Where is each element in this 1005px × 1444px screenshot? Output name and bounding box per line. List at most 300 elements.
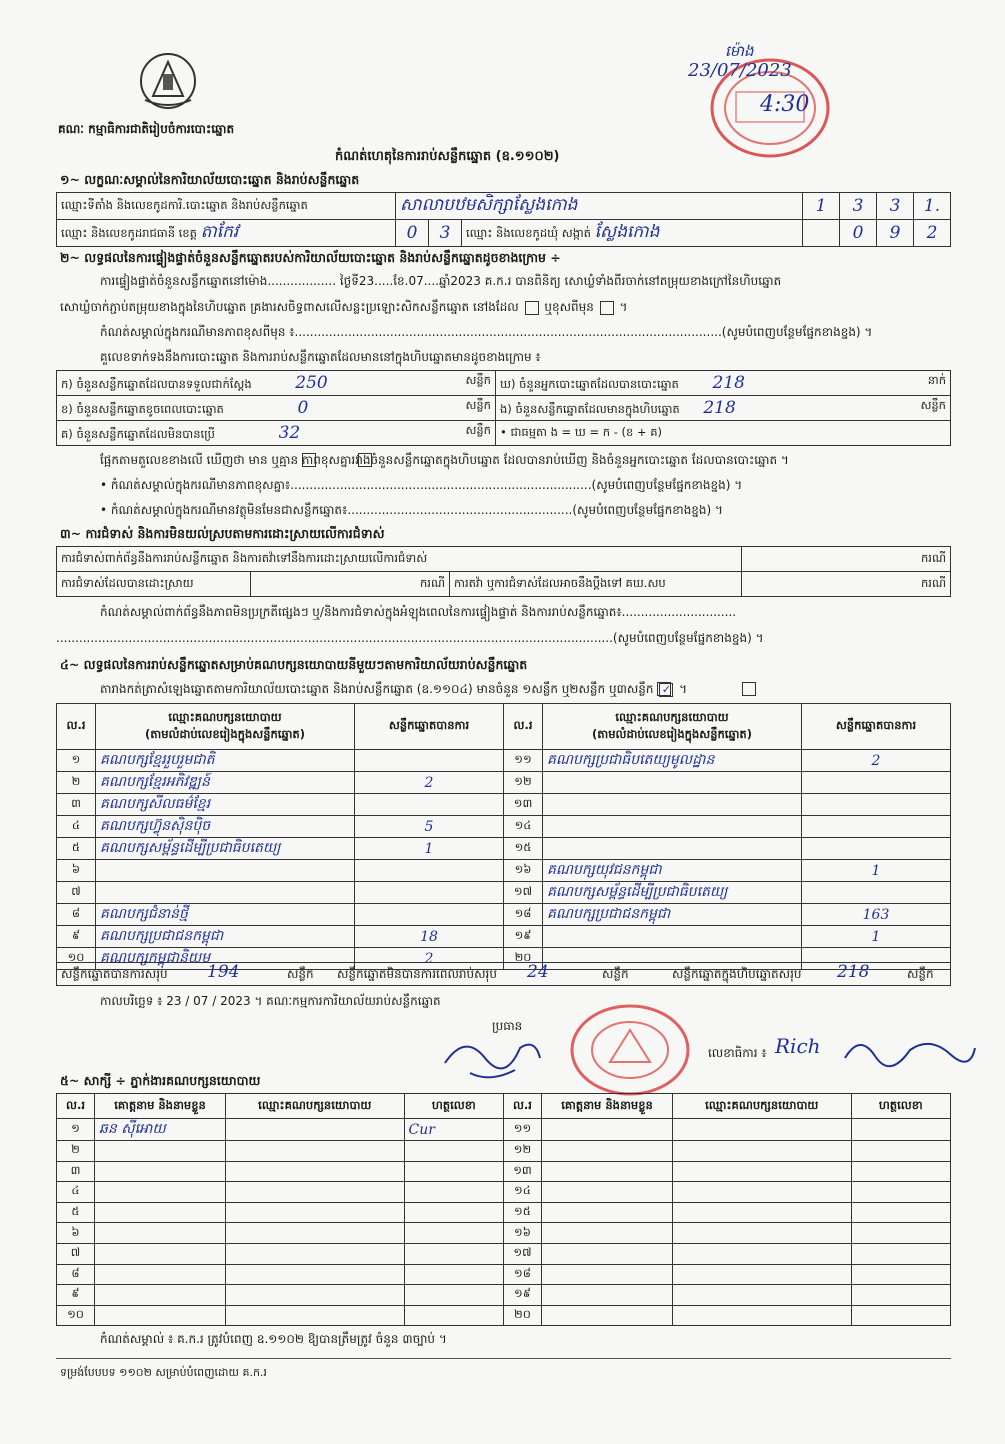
location-code-1: 1 — [803, 193, 840, 220]
witness-party — [226, 1161, 405, 1182]
received-ballots: ក) ចំនួនសន្លឹកឆ្នោតដែលបានទទួលជាក់ស្តែង 250 សន្លឹក — [57, 371, 496, 396]
table-row — [57, 772, 951, 794]
commune-code-0 — [803, 220, 840, 247]
witness-row-no-text: ១៤ — [514, 1183, 531, 1198]
party-row-no-text: ១៥ — [514, 840, 532, 854]
witness-row-no-text: ១៧ — [513, 1245, 532, 1260]
witness-row-no — [503, 1243, 541, 1264]
verify-line-4: គួលេខទាក់ទងនឹងការបោះឆ្នោត និងការរាប់សន្លឹកឆ្នោតដែលមាននៅក្នុងហិបឆ្នោតមានដូចខាងក្រោម ៖ — [100, 350, 541, 364]
party-votes — [802, 926, 951, 948]
witness-name — [95, 1264, 226, 1285]
complaints-row-1-unit: ករណី — [742, 547, 951, 572]
location-code-4: 1. — [914, 193, 951, 220]
party-votes — [802, 860, 951, 882]
witness-name — [541, 1119, 672, 1141]
witness-name — [95, 1285, 226, 1306]
witness-name — [95, 1223, 226, 1244]
party-name-text: គណបក្សប្រជាជនកម្ពុជា — [547, 906, 671, 922]
witness-row-no — [503, 1223, 541, 1244]
witness-row-no-text: ៨ — [71, 1265, 80, 1280]
party-name — [543, 904, 802, 926]
witness-signature — [404, 1141, 503, 1162]
witness-party — [226, 1202, 405, 1223]
witness-row-no-text: ១៦ — [514, 1224, 531, 1239]
party-row-no-text: ១៩ — [514, 928, 532, 942]
witness-name — [541, 1202, 672, 1223]
party-row-no — [504, 860, 543, 882]
witness-party — [226, 1243, 405, 1264]
w-col-no-right: ល.រ — [503, 1094, 541, 1119]
table-row — [57, 1243, 951, 1264]
secretary-label: លេខាធិការ ៖ — [708, 1046, 767, 1060]
difference-line: ផ្អែកតាមតួលេខខាងលើ ឃើញថា មាន ឬគ្មាន ភាពខុសគ្នារវាងចំនួនសន្លឹកឆ្នោតក្នុងហិបឆ្នោត ដែលបានរាប់ឃើញ និងចំនួនអ្នកបោះឆ្នោត ដែលបានបោះឆ្នោត ។ — [100, 453, 789, 467]
table-row — [57, 1285, 951, 1306]
complaints-table — [56, 546, 951, 597]
party-votes-text: 2 — [424, 774, 434, 791]
party-name — [96, 838, 355, 860]
party-row-no-text: ១២ — [514, 774, 532, 788]
party-row-no-text: ១៦ — [514, 862, 532, 876]
table-row — [57, 838, 951, 860]
party-row-no — [504, 750, 543, 772]
witness-signature — [404, 1305, 503, 1326]
party-row-no-text: ១០ — [67, 950, 85, 964]
commission-stamp-icon — [565, 1000, 695, 1100]
witness-row-no-text: ២០ — [514, 1307, 531, 1322]
witness-row-no — [57, 1243, 95, 1264]
w-col-name-left: គោត្តនាម និងនាមខ្លួន — [95, 1094, 226, 1119]
col-no-right: ល.រ — [504, 704, 543, 750]
witness-signature — [404, 1182, 503, 1203]
difference-note: • កំណត់សម្គាល់ក្នុងករណីមានភាពខុសគ្នា៖...............................................................................(សូមបំពេញបន្ថែមផ្នែកខាងខ្នង) ។ — [100, 478, 743, 492]
witness-row-no-text: ៩ — [71, 1286, 80, 1301]
location-value: សាលាបឋមសិក្សាស្លែងកោង — [396, 193, 803, 220]
col-no-left: ល.រ — [57, 704, 96, 750]
party-name — [96, 816, 355, 838]
witness-row-no-text: ១០ — [67, 1307, 84, 1322]
witness-row-no — [57, 1182, 95, 1203]
witness-party — [673, 1243, 852, 1264]
party-name — [96, 794, 355, 816]
witness-row-no — [57, 1119, 95, 1141]
table-row — [57, 882, 951, 904]
witness-row-no-text: ១៨ — [514, 1265, 531, 1280]
table-row — [57, 1141, 951, 1162]
non-ballot-note: • កំណត់សម្គាល់ក្នុងករណីមានវត្ថុមិនមែនជាសន្លឹកឆ្នោត៖...........................................................(សូមបំពេញបន្ថែមផ្នែកខាងខ្នង) ។ — [100, 503, 723, 517]
witness-party — [673, 1223, 852, 1244]
party-votes-text: 2 — [871, 752, 881, 769]
verify-line-3: កំណត់សម្គាល់ក្នុងករណីមានភាពខុសពីមុន ៖................................................................................................................(សូមបំពេញបន្ថែមផ្នែកខាងខ្នង) ។ — [100, 325, 873, 339]
party-row-no-text: ១១ — [514, 752, 532, 766]
witness-row-no — [503, 1182, 541, 1203]
witness-name — [541, 1305, 672, 1326]
witness-signature — [404, 1119, 503, 1141]
witness-row-no — [503, 1305, 541, 1326]
witness-signature — [851, 1243, 951, 1264]
table-row — [57, 1161, 951, 1182]
party-votes — [355, 772, 504, 794]
witness-row-no-text: ១៣ — [513, 1162, 532, 1177]
two-sheets-checkbox[interactable] — [742, 682, 756, 696]
form-footer: ទម្រង់បែបបទ ១១០២ សម្រាប់បំពេញដោយ គ.ក.រ — [60, 1366, 267, 1379]
witness-signature — [404, 1285, 503, 1306]
witness-row-no-text: ៣ — [70, 1162, 81, 1177]
witness-signature — [851, 1202, 951, 1223]
party-row-no — [57, 816, 96, 838]
witness-signature — [851, 1141, 951, 1162]
witness-row-no — [57, 1141, 95, 1162]
three-sheets-checkbox[interactable]: ✓ — [659, 683, 673, 697]
witness-name — [541, 1141, 672, 1162]
table-row — [57, 1119, 951, 1141]
stamp-time-handwriting: 4:30 — [760, 92, 810, 117]
chair-signature-icon — [440, 1028, 550, 1088]
party-name — [96, 860, 355, 882]
witness-name — [541, 1264, 672, 1285]
w-col-name-right: គោត្តនាម និងនាមខ្លួន — [541, 1094, 672, 1119]
party-row-no — [504, 926, 543, 948]
party-votes — [355, 816, 504, 838]
party-votes — [802, 750, 951, 772]
same-checkbox[interactable] — [525, 301, 539, 315]
party-votes — [802, 904, 951, 926]
unused-ballots: គ) ចំនួនសន្លឹកឆ្នោតដែលមិនបានប្រើ 32 សន្លឹក — [57, 421, 496, 446]
section2-heading: ២~ លទ្ធផលនៃការផ្ទៀងផ្ទាត់ចំនួនសន្លឹកឆ្នោតរបស់ការិយាល័យបោះឆ្នោត និងរាប់សន្លឹកឆ្នោតដូចខាងក្រោម ÷ — [60, 250, 561, 265]
location-code-3: 3 — [877, 193, 914, 220]
location-code-2: 3 — [840, 193, 877, 220]
date-line: កាលបរិច្ឆេទ ៖ 23 / 07 / 2023 ។ គណៈកម្មការការិយាល័យរាប់សន្លឹកឆ្នោត — [100, 994, 441, 1008]
witness-row-no-text: ១ — [71, 1121, 80, 1135]
witness-party — [673, 1182, 852, 1203]
w-col-party-left: ឈ្មោះគណបក្សនយោបាយ — [226, 1094, 405, 1119]
witness-party — [226, 1264, 405, 1285]
party-row-no — [57, 750, 96, 772]
witness-row-no — [503, 1119, 541, 1141]
witness-party — [673, 1264, 852, 1285]
party-row-no-text: ២០ — [514, 950, 532, 964]
party-row-no — [57, 904, 96, 926]
witness-signature — [404, 1243, 503, 1264]
section1-table — [56, 192, 951, 247]
party-votes — [802, 772, 951, 794]
party-votes-text: 2 — [424, 950, 434, 967]
table-row — [57, 1182, 951, 1203]
party-name — [96, 882, 355, 904]
appeal-complaints-unit: ករណី — [742, 572, 951, 597]
party-row-no — [57, 882, 96, 904]
resolved-complaints: ការជំទាស់ដែលបានដោះស្រាយ — [57, 572, 251, 597]
party-name — [543, 838, 802, 860]
witness-name — [541, 1243, 672, 1264]
table-row — [57, 860, 951, 882]
party-row-no-text: ៦ — [71, 862, 81, 876]
table-row — [57, 1223, 951, 1244]
commune-code-1: 0 — [840, 220, 877, 247]
witness-party — [226, 1223, 405, 1244]
has-difference-checkbox[interactable] — [302, 453, 316, 467]
party-name-text: គណបក្សហ៊្វុនស៊ិនប៉ិច — [100, 818, 211, 834]
w-col-sign-left: ហត្ថលេខា — [404, 1094, 503, 1119]
ballot-count-table — [56, 370, 951, 446]
witness-signature — [851, 1161, 951, 1182]
party-row-no — [504, 772, 543, 794]
witness-name — [95, 1243, 226, 1264]
national-emblem-icon — [135, 48, 201, 114]
party-results-table — [56, 703, 951, 970]
voters-count: ឃ) ចំនួនអ្នកបោះឆ្នោតដែលបានបោះឆ្នោត 218 នាក់ — [496, 371, 951, 396]
party-row-no — [57, 860, 96, 882]
witness-party — [226, 1305, 405, 1326]
witness-signature — [851, 1182, 951, 1203]
w-col-sign-right: ហត្ថលេខា — [851, 1094, 951, 1119]
witness-party — [673, 1285, 852, 1306]
party-votes — [355, 904, 504, 926]
party-row-no — [57, 772, 96, 794]
party-row-no-text: ៣ — [71, 796, 81, 810]
party-votes — [802, 838, 951, 860]
section4-heading: ៤~ លទ្ធផលនៃការរាប់សន្លឹកឆ្នោតសម្រាប់គណបក្សនយោបាយនីមួយៗតាមការិយាល័យរាប់សន្លឹកឆ្នោត — [60, 657, 528, 672]
party-name-text: គណបក្សប្រជាជនកម្ពុជា — [100, 928, 224, 944]
w-col-party-right: ឈ្មោះគណបក្សនយោបាយ — [673, 1094, 852, 1119]
party-row-no-text: ១៧ — [513, 884, 533, 898]
party-votes — [355, 750, 504, 772]
party-row-no — [504, 838, 543, 860]
party-votes — [802, 794, 951, 816]
witness-name — [95, 1161, 226, 1182]
one-sheet-checkbox[interactable] — [657, 682, 671, 696]
party-name-text: គណបក្សប្រជាធិបតេយ្យមូលដ្ឋាន — [547, 752, 715, 768]
resolved-complaints-unit: ករណី — [251, 572, 450, 597]
witness-party — [673, 1161, 852, 1182]
commune-code-3: 2 — [914, 220, 951, 247]
witness-row-no-text: ១៥ — [514, 1204, 531, 1219]
witness-row-no — [503, 1141, 541, 1162]
section3-heading: ៣~ ការជំទាស់ និងការមិនយល់ស្របតាមការដោះស្រាយលើការជំទាស់ — [60, 526, 385, 541]
party-name — [96, 904, 355, 926]
witness-party — [673, 1202, 852, 1223]
party-name-text: គណបក្សសម្ព័ន្ធដើម្បីប្រជាធិបតេយ្យ — [547, 884, 728, 900]
party-votes — [802, 882, 951, 904]
totals-row: សន្លឹកឆ្នោតបានការសរុប 194 សន្លឹក សន្លឹកឆ្នោតមិនបានការពេលរាប់សរុប 24 សន្លឹក សន្លឹកឆ្នោតក្នុងហិបឆ្នោតសរុប 218 សន្លឹក — [56, 962, 951, 986]
witness-row-no-text: ១២ — [513, 1142, 532, 1157]
org-name: គណៈ កម្មាធិការជាតិរៀបចំការបោះឆ្នោត — [58, 122, 235, 136]
witness-name — [95, 1305, 226, 1326]
w-col-no-left: ល.រ — [57, 1094, 95, 1119]
party-name — [96, 772, 355, 794]
party-votes — [355, 882, 504, 904]
witness-party — [226, 1182, 405, 1203]
party-name — [543, 860, 802, 882]
party-row-no-text: ១ — [71, 752, 81, 766]
party-row-no — [504, 904, 543, 926]
witness-signature — [851, 1119, 951, 1141]
witness-signature — [851, 1223, 951, 1244]
witness-row-no-text: ២ — [71, 1142, 80, 1157]
party-votes — [355, 926, 504, 948]
party-name-text: គណបក្សកម្ពុជានិយម — [100, 950, 211, 966]
table-row — [57, 816, 951, 838]
party-name — [543, 882, 802, 904]
no-difference-checkbox[interactable] — [358, 453, 372, 467]
stamp-top-handwriting: ម៉ោង — [725, 42, 754, 60]
witness-table — [56, 1093, 951, 1326]
witness-party — [226, 1285, 405, 1306]
witness-row-no-text: ៧ — [70, 1245, 81, 1260]
party-name — [543, 816, 802, 838]
witness-party — [673, 1119, 852, 1141]
table-row — [57, 1264, 951, 1285]
table-row — [57, 750, 951, 772]
party-row-no-text: ១៨ — [514, 906, 532, 920]
footer-divider — [56, 1358, 951, 1359]
table-row — [57, 904, 951, 926]
sheet-count-line: តារាងកត់ត្រាសំឡេងឆ្នោតតាមការិយាល័យបោះឆ្នោត និងរាប់សន្លឹកឆ្នោត (ឧ.១១០៤) មានចំនួន ១សន្លឹក ឬ២សន្លឹក ឬ៣សន្លឹក ✓ ។ — [100, 682, 688, 696]
commune-label: ឈ្មោះ និងលេខកូដឃុំ សង្កាត់ ស្លែងកោង — [462, 220, 803, 247]
party-name-text: គណបក្សខ្មែរអភិវឌ្ឍន៍ — [100, 774, 210, 790]
verify-line-2: សោឃ្លំចាក់ភ្ជាប់តម្រុយខាងក្នុងនៃហិបឆ្នោត គ្រងារសចិទ្ធពាសលើសន្លះប្រឡោះសិកសន្លឹកឆ្នោត នៅងដែល ឬខុសពីមុន ។ — [60, 300, 628, 314]
party-votes — [802, 816, 951, 838]
party-row-no-text: ៥ — [71, 840, 81, 854]
party-name — [543, 750, 802, 772]
commune-code-2: 9 — [877, 220, 914, 247]
section5-heading: ៥~ សាក្សី ÷ ភ្នាក់ងារគណបក្សនយោបាយ — [60, 1073, 261, 1088]
witness-row-no-text: ៤ — [71, 1183, 80, 1198]
party-name — [96, 750, 355, 772]
party-row-no — [57, 794, 96, 816]
different-checkbox[interactable] — [600, 301, 614, 315]
appeal-complaints: ការតវ៉ា ឬការជំទាស់ដែលអាចនឹងប្តឹងទៅ គឃ.សប — [450, 572, 742, 597]
party-row-no-text: ៩ — [71, 928, 81, 942]
party-votes-text: 18 — [420, 928, 438, 945]
party-name-text: គណបក្សយុវជនកម្ពុជា — [547, 862, 662, 878]
witness-row-no — [503, 1285, 541, 1306]
table-row — [57, 794, 951, 816]
witness-name-text: ឆន ស៊ីអោយ — [99, 1121, 166, 1137]
witness-party — [226, 1119, 405, 1141]
province-code-2: 3 — [429, 220, 462, 247]
ballots-in-box: ង) ចំនួនសន្លឹកឆ្នោតដែលមានក្នុងហិបឆ្នោត 218 សន្លឹក — [496, 396, 951, 421]
party-row-no — [504, 882, 543, 904]
witness-row-no — [57, 1161, 95, 1182]
party-row-no — [504, 794, 543, 816]
witness-row-no — [503, 1161, 541, 1182]
party-row-no — [57, 926, 96, 948]
secretary-signature-icon — [840, 1028, 980, 1073]
verify-line-1: ការផ្ទៀងផ្ទាត់ចំនួនសន្លឹកឆ្នោតនៅម៉ោង.................. ថ្ងៃទី23.....ខែ.07....ឆ្នាំ2023 គ.ក.រ បានពិនិត្យ សោឃ្លំទាំងពីរចាក់នៅតម្រុយខាងក្រៅនៃហិបឆ្នោត — [100, 274, 782, 288]
party-votes — [355, 838, 504, 860]
party-row-no-text: ៤ — [71, 818, 81, 832]
party-name — [543, 772, 802, 794]
party-row-no — [504, 816, 543, 838]
witness-signature — [404, 1264, 503, 1285]
table-row — [57, 1202, 951, 1223]
party-votes-text: 5 — [424, 818, 434, 835]
witness-name — [95, 1141, 226, 1162]
party-name-text: គណបក្សសម្ព័ន្ធដើម្បីប្រជាធិបតេយ្យ — [100, 840, 281, 856]
witness-name — [541, 1285, 672, 1306]
party-row-no-text: ៨ — [71, 906, 81, 920]
witness-party — [673, 1305, 852, 1326]
witness-name — [541, 1182, 672, 1203]
col-votes-left: សន្លឹកឆ្នោតបានការ — [355, 704, 504, 750]
witness-row-no — [57, 1202, 95, 1223]
party-name — [543, 926, 802, 948]
witness-row-no-text: ៥ — [71, 1204, 80, 1219]
witness-row-no — [57, 1223, 95, 1244]
col-party-left: ឈ្មោះគណបក្សនយោបាយ (តាមលំដាប់លេខរៀងក្នុងសន្លឹកឆ្នោត) — [96, 704, 355, 750]
witness-row-no — [503, 1264, 541, 1285]
form-title: កំណត់ហេតុនៃការរាប់សន្លឹកឆ្នោត (ឧ.១១០២) — [335, 149, 560, 164]
party-name-text: គណបក្សសីលធម៌ខ្មែរ — [100, 796, 211, 812]
irregularities-note-2: ..................................................................................................................................................(សូមបំពេញបន្ថែមផ្នែកខាងខ្នង) ។ — [56, 631, 764, 645]
irregularities-note-1: កំណត់សម្គាល់ពាក់ព័ន្ធនឹងភាពមិនប្រក្រតីផ្សេងៗ ឬ/និងការជំទាស់ក្នុងអំឡុងពេលនៃការផ្ទៀងផ្ទាត់ និងការរាប់សន្លឹកឆ្នោត៖.............................. — [100, 605, 737, 619]
party-votes-text: 1 — [871, 928, 881, 945]
witness-name — [541, 1161, 672, 1182]
witness-name — [95, 1182, 226, 1203]
col-party-right: ឈ្មោះគណបក្សនយោបាយ (តាមលំដាប់លេខរៀងក្នុងសន្លឹកឆ្នោត) — [543, 704, 802, 750]
footer-note: កំណត់សម្គាល់ ៖ គ.ក.រ ត្រូវបំពេញ ឧ.១១០២ ឱ្យបានត្រឹមត្រូវ ចំនួន ៣ច្បាប់ ។ — [100, 1332, 447, 1346]
col-votes-right: សន្លឹកឆ្នោតបានការ — [802, 704, 951, 750]
witness-name — [95, 1202, 226, 1223]
witness-row-no — [57, 1305, 95, 1326]
table-row — [57, 1305, 951, 1326]
stamp-date-handwriting: 23/07/2023 — [688, 60, 792, 81]
party-row-no-text: ៧ — [71, 884, 81, 898]
party-name — [96, 926, 355, 948]
party-row-no-text: ១៣ — [513, 796, 533, 810]
table-row — [57, 926, 951, 948]
witness-row-no-text: ៦ — [71, 1224, 80, 1239]
party-name — [543, 794, 802, 816]
party-name-text: គណបក្សខ្មែររួបរួមជាតិ — [100, 752, 215, 768]
witness-row-no — [57, 1285, 95, 1306]
section1-heading: ១~ លក្ខណៈសម្គាល់នៃការិយាល័យបោះឆ្នោត និងរាប់សន្លឹកឆ្នោត — [60, 172, 360, 187]
party-name-text: គណបក្សជំនាន់ថ្មី — [100, 906, 188, 922]
witness-signature — [404, 1202, 503, 1223]
province-label: ឈ្មោះ និងលេខកូដរាជធានី ខេត្ត តាកែវ — [57, 220, 396, 247]
witness-row-no-text: ១៩ — [514, 1286, 531, 1301]
spoiled-ballots: ខ) ចំនួនសន្លឹកឆ្នោតខូចពេលបោះឆ្នោត 0 សន្លឹក — [57, 396, 496, 421]
party-votes-text: 163 — [862, 906, 890, 923]
witness-signature — [404, 1223, 503, 1244]
witness-party — [226, 1141, 405, 1162]
witness-name — [95, 1119, 226, 1141]
witness-row-no-text: ១១ — [513, 1121, 532, 1135]
secretary-name-handwriting: Rich — [775, 1034, 821, 1058]
party-votes — [355, 794, 504, 816]
witness-signature — [851, 1264, 951, 1285]
witness-signature — [404, 1161, 503, 1182]
location-label: ឈ្មោះទីតាំង និងលេខកូដការិ.បោះឆ្នោត និងរាប់សន្លឹកឆ្នោត — [57, 193, 396, 220]
complaints-row-1: ការជំទាស់ពាក់ព័ន្ធនឹងការរាប់សន្លឹកឆ្នោត និងការតវ៉ាទៅនឹងការដោះស្រាយលើការជំទាស់ — [57, 547, 742, 572]
formula-note: • ជាធម្មតា ង = ឃ = ក - (ខ + គ) — [496, 421, 951, 446]
witness-row-no — [503, 1202, 541, 1223]
party-row-no — [57, 838, 96, 860]
witness-name — [541, 1223, 672, 1244]
chair-label: ប្រធាន — [492, 1019, 523, 1033]
witness-signature-text: Cur — [408, 1121, 435, 1138]
party-votes-text: 1 — [424, 840, 434, 857]
party-row-no-text: ១៤ — [514, 818, 532, 832]
party-votes-text: 1 — [871, 862, 881, 879]
province-code-1: 0 — [396, 220, 429, 247]
party-votes — [355, 860, 504, 882]
witness-row-no — [57, 1264, 95, 1285]
witness-party — [673, 1141, 852, 1162]
witness-signature — [851, 1305, 951, 1326]
party-row-no-text: ២ — [71, 774, 81, 788]
witness-signature — [851, 1285, 951, 1306]
